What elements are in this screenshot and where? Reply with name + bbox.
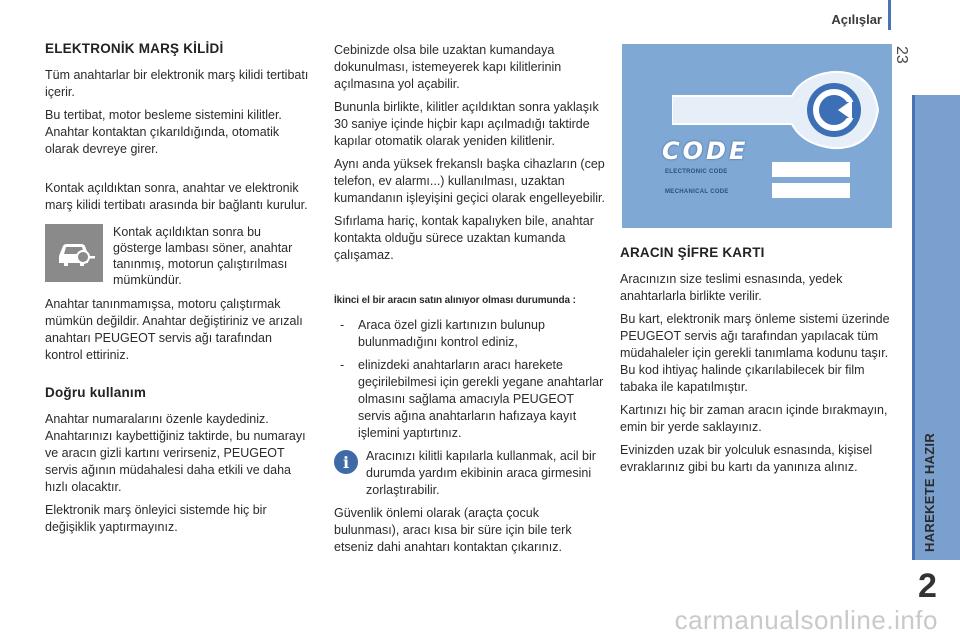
info-note (334, 448, 606, 499)
paragraph: Elektronik marş önleyici sistemde hiç bir değişiklik yaptırmayınız. (45, 503, 267, 534)
paragraph: Evinizden uzak bir yolculuk esnasında, kişisel evraklarınız gibi bu kartı da yanınıza alınız. (620, 443, 873, 474)
subheading-used-car: İkinci el bir aracın satın alınıyor olması durumunda : (334, 295, 576, 306)
paragraph: Bu tertibat, motor besleme sistemini kilitler. Anahtar kontaktan çıkarıldığında, otomatik olarak devreye girer. (45, 108, 282, 156)
watermark: carmanualsonline.info (674, 605, 938, 635)
paragraph: Kontak açıldıktan sonra, anahtar ve elektronik marş kilidi tertibatı arasında bir bağlantı kurulur. (45, 181, 308, 212)
chapter-tab-label: HAREKETE HAZIR (922, 432, 937, 552)
card-mechanical-label: MECHANICAL CODE (665, 189, 729, 195)
card-electronic-field (772, 162, 850, 177)
heading-code-card: ARACIN ŞİFRE KARTI (620, 245, 765, 260)
paragraph: Cebinizde olsa bile uzaktan kumandaya dokunulması, istemeyerek kapı kilitlerinin açılmasına yol açabilir. (334, 43, 562, 91)
header-rule (888, 0, 891, 30)
page-number: 23 (893, 46, 910, 64)
list-item: - Araca özel gizli kartınızın bulunup bulunmadığını kontrol ediniz, (334, 317, 606, 351)
car-key-warning-icon (45, 224, 103, 282)
list-item: - elinizdeki anahtarların aracı harekete geçirilebilmesi için gerekli yegane anahtarlar olmasını sağlama amacıyla PEUGEOT servis ağına anahtarların hafızaya kayıt işlemini yaptırtınız. (334, 357, 606, 442)
warning-note (45, 224, 310, 288)
paragraph: Sıfırlama hariç, kontak kapalıyken bile, anahtar kontakta olduğu sürece uzaktan kumanda çalışamaz. (334, 214, 594, 262)
card-mechanical-field (772, 183, 850, 198)
code-card-image (622, 44, 892, 228)
info-text: Aracınızı kilitli kapılarla kullanmak, acil bir durumda yardım ekibinin araca girmesini zorlaştırabilir. (366, 449, 596, 497)
paragraph: Aracınızın size teslimi esnasında, yedek anahtarlarla birlikte verilir. (620, 272, 843, 303)
heading-correct-use: Doğru kullanım (45, 385, 147, 400)
chapter-number: 2 (918, 567, 937, 605)
column-middle (334, 42, 606, 562)
paragraph: Anahtar tanınmamışsa, motoru çalıştırmak mümkün değildir. Anahtar değiştiriniz ve arızalı anahtarı PEUGEOT servis ağı tarafından kontrol ettiriniz. (45, 297, 303, 362)
card-electronic-label: ELECTRONIC CODE (665, 169, 728, 175)
card-code-text: CODE (662, 137, 749, 165)
paragraph: Aynı anda yüksek frekanslı başka cihazların (cep telefon, ev alarmı...) kullanılması, uzaktan kumandanın işleyişini geçici olarak engelleyebilir. (334, 157, 605, 205)
warning-text: Kontak açıldıktan sonra bu gösterge lambası söner, anahtar tanınmış, motorun çalıştırılması mümkündür. (113, 225, 293, 287)
section-title: Açılışlar (831, 12, 882, 27)
paragraph: Kartınızı hiç bir zaman aracın içinde bırakmayın, emin bir yerde saklayınız. (620, 403, 888, 434)
column-left (45, 40, 310, 542)
info-icon: i (334, 450, 358, 474)
used-car-list (334, 317, 606, 442)
paragraph: Tüm anahtarlar bir elektronik marş kilidi tertibatı içerir. (45, 68, 309, 99)
column-right (620, 244, 892, 482)
paragraph: Bununla birlikte, kilitler açıldıktan sonra yaklaşık 30 saniye içinde hiçbir kapı açılmadığı taktirde kapılar otomatik olarak yeniden kilitlenir. (334, 100, 599, 148)
paragraph: Bu kart, elektronik marş önleme sistemi üzerinde PEUGEOT servis ağı tarafından yapılacak tüm müdahaleler için gerekli tanımlama kodunu taşır. Bu kod ihtiyaç halinde çıkarılabilecek bir film tabaka ile kapatılmıştır. (620, 312, 890, 394)
paragraph: Güvenlik önlemi olarak (araçta çocuk bulunması), aracı kısa bir süre için bile terk etseniz dahi anahtarı kontaktan çıkarınız. (334, 506, 572, 554)
paragraph: Anahtar numaralarını özenle kaydediniz. Anahtarınızı kaybettiğiniz taktirde, bu numarayı ve aracın gizli kartını verirseniz, PEUGEOT servis ağının müdahalesi daha etkili ve daha hızlı olacaktır. (45, 412, 306, 494)
heading-electronic-immobiliser: ELEKTRONİK MARŞ KİLİDİ (45, 41, 224, 56)
